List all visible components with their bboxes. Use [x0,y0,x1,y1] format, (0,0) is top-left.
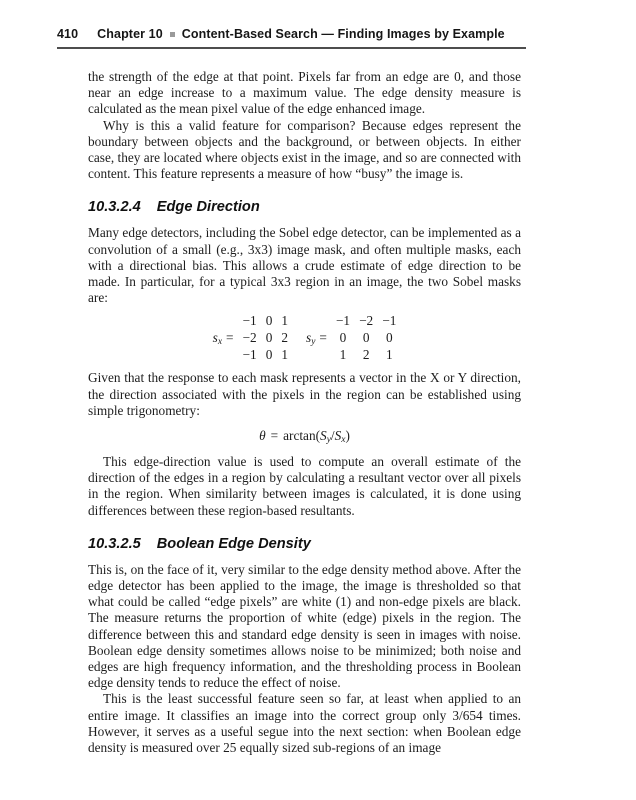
section-number: 10.3.2.4 [88,199,141,216]
paragraph-edge-density-continuation: the strength of the edge at that point. Pixels far from an edge are 0, and those near an edge increase to a maximum value. The edge density measure is calculated as the mean pixel value of the edge enhanced image. [88,69,521,117]
theta-equation: $\theta = \arctan(S_y/S_x)$ [259,428,350,446]
matrix-cell: −1 [335,313,351,329]
sx-label: $s_x$ = [212,330,234,348]
matrix-cell: 0 [339,330,347,346]
matrix-cell: −2 [242,330,257,346]
page-number: 410 [57,27,79,41]
sy-matrix [336,312,396,363]
chapter-label: Chapter 10 [97,27,163,41]
matrix-cell: 2 [362,347,370,363]
matrix-cell: 2 [281,330,288,346]
paragraph-least-successful: This is the least successful feature seen so far, at least when applied to an entire image. It classifies an image into the correct group only 3/654 times. However, it serves as a useful segue into the next section: when Boolean edge density is measured over 25 equally sized sub-regions of an image [88,691,521,756]
running-head [57,27,526,49]
matrix-cell: 1 [385,347,393,363]
matrix-cell: 0 [265,347,273,363]
sobel-masks-equation [88,312,521,363]
matrix-cell: 0 [265,313,273,329]
matrix-cell: 1 [281,313,288,329]
matrix-cell: −1 [242,347,257,363]
sobel-mask-sx [213,312,288,363]
matrix-cell: 0 [362,330,370,346]
sy-label: $s_y$ = [306,330,327,348]
matrix-cell: 1 [281,347,288,363]
section-number: 10.3.2.5 [88,535,141,552]
matrix-cell: 1 [339,347,347,363]
section-title: Boolean Edge Density [156,535,311,552]
matrix-cell: −1 [242,313,257,329]
paragraph-edge-direction-value: This edge-direction value is used to compute an overall estimate of the direction of the edges in a region by calculating a resultant vector over all pixels in the region. When similarity between images is calculated, it is done using differences between these region-based resultants. [88,454,521,518]
matrix-cell: −2 [359,313,374,329]
page-body [88,69,521,756]
section-heading-boolean-edge-density [88,535,521,553]
sx-matrix [243,312,288,363]
matrix-cell: 0 [265,330,273,346]
chapter-title: Content-Based Search — Finding Images by Example [181,27,505,41]
paragraph-boolean-similar: This is, on the face of it, very similar to the edge density method above. After the edge detector has been applied to the image, the image is thresholded so that what could be called “edge pixels” are white (1) and non-edge pixels are black. The measure returns the proportion of white (edge) pixels in the region. The difference between this and standard edge density is seen in images with noise. Boolean edge density sometimes allows noise to be minimized; both noise and edges are high frequency information, and the thresholding process in Boolean edge density tends to reduce the effect of noise. [88,561,521,691]
paragraph-valid-feature: Why is this a valid feature for comparison? Because edges represent the boundary between objects and the background, or between objects. In either case, they are located where objects exist in the image, and so are connected with content. This feature represents a measure of how “busy” the image is. [88,117,521,182]
square-bullet-icon [170,32,175,37]
section-title: Edge Direction [156,199,260,216]
paragraph-given-response: Given that the response to each mask represents a vector in the X or Y direction, the direction associated with the pixels in the region can be established using simple trigonometry: [88,370,521,418]
paragraph-many-detectors: Many edge detectors, including the Sobel edge detector, can be implemented as a convolution of a small (e.g., 3x3) image mask, and often multiple masks, each with a directional bias. This allows a crude estimate of edge direction to be made. In particular, for a typical 3x3 region in an image, the two Sobel masks are: [88,225,521,306]
section-heading-edge-direction [88,198,521,216]
matrix-cell: −1 [382,313,397,329]
sobel-mask-sy [306,312,396,363]
matrix-cell: 0 [385,330,393,346]
theta-symbol: θ [259,428,266,444]
